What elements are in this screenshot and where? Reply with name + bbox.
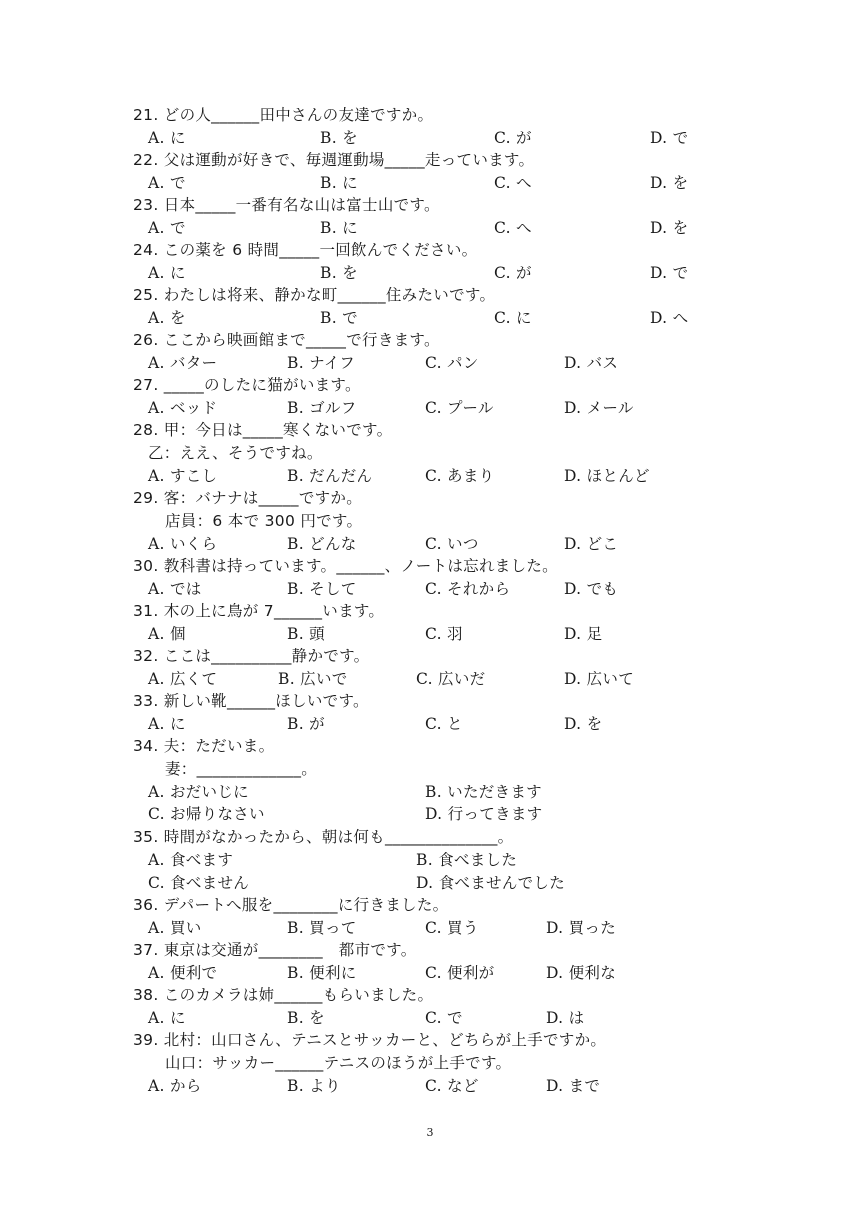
question-38-option-a: A. に: [148, 1009, 186, 1027]
question-32-option-d: D. 広いて: [564, 670, 635, 688]
question-28-option-a: A. すこし: [148, 467, 218, 485]
question-26-option-d: D. バス: [564, 354, 619, 372]
question-26-option-c: C. パン: [425, 354, 479, 372]
question-32-option-a: A. 広くて: [148, 670, 218, 688]
page-number: 3: [426, 1126, 434, 1139]
question-35-option-c: C. 食べません: [148, 874, 250, 892]
question-38-option-b: B. を: [287, 1009, 325, 1027]
question-28-option-b: B. だんだん: [287, 467, 373, 485]
question-29-option-b: B. どんな: [287, 535, 357, 553]
question-28-dialogue: 乙：ええ、そうですね。: [148, 444, 323, 462]
question-33-stem: 33. 新しい靴______ほしいです。: [133, 692, 369, 710]
question-36-option-a: A. 買い: [148, 919, 202, 937]
question-22-option-c: C. へ: [494, 174, 532, 192]
question-39-dialogue: 山口：サッカー______テニスのほうが上手です。: [165, 1054, 512, 1072]
question-27-option-a: A. ベッド: [148, 399, 218, 417]
question-31-option-a: A. 個: [148, 625, 186, 643]
question-39-option-a: A. から: [148, 1077, 202, 1095]
question-21-option-b: B. を: [320, 129, 358, 147]
question-28-option-d: D. ほとんど: [564, 467, 650, 485]
question-34-option-b: B. いただきます: [425, 783, 542, 801]
question-36-stem: 36. デパートへ服を________に行きました。: [133, 896, 449, 914]
question-36-option-c: C. 買う: [425, 919, 479, 937]
question-25-option-c: C. に: [494, 309, 532, 327]
question-25-option-a: A. を: [148, 309, 186, 327]
question-34-option-a: A. おだいじに: [148, 783, 249, 801]
question-29-dialogue: 店員：6 本で 300 円です。: [165, 512, 363, 530]
question-30-option-d: D. でも: [564, 580, 619, 598]
question-37-option-a: A. 便利で: [148, 964, 218, 982]
question-37-option-b: B. 便利に: [287, 964, 357, 982]
question-31-option-c: C. 羽: [425, 625, 463, 643]
question-24-option-a: A. に: [148, 264, 186, 282]
question-36-option-d: D. 買った: [546, 919, 617, 937]
question-22-option-a: A. で: [148, 174, 186, 192]
question-38-option-d: D. は: [546, 1009, 585, 1027]
question-39-option-b: B. より: [287, 1077, 341, 1095]
question-27-option-d: D. メール: [564, 399, 634, 417]
question-30-option-c: C. それから: [425, 580, 511, 598]
question-23-option-d: D. を: [650, 219, 689, 237]
question-37-stem: 37. 東京は交通が________ 都市です。: [133, 941, 417, 959]
question-21-option-c: C. が: [494, 129, 532, 147]
question-28-option-c: C. あまり: [425, 467, 495, 485]
question-37-option-d: D. 便利な: [546, 964, 617, 982]
question-39-option-d: D. まで: [546, 1077, 601, 1095]
question-26-option-a: A. バター: [148, 354, 218, 372]
question-29-option-a: A. いくら: [148, 535, 218, 553]
question-27-option-c: C. プール: [425, 399, 494, 417]
question-38-stem: 38. このカメラは姉______もらいました。: [133, 986, 434, 1004]
question-31-option-d: D. 足: [564, 625, 603, 643]
question-25-stem: 25. わたしは将来、静かな町______住みたいです。: [133, 286, 496, 304]
question-23-option-b: B. に: [320, 219, 358, 237]
question-34-option-c: C. お帰りなさい: [148, 805, 265, 823]
question-37-option-c: C. 便利が: [425, 964, 495, 982]
question-21-option-d: D. で: [650, 129, 689, 147]
question-29-option-d: D. どこ: [564, 535, 619, 553]
question-28-stem: 28. 甲：今日は_____寒くないです。: [133, 421, 393, 439]
question-21-stem: 21. どの人______田中さんの友達ですか。: [133, 106, 434, 124]
question-29-option-c: C. いつ: [425, 535, 479, 553]
question-32-option-b: B. 広いで: [278, 670, 348, 688]
question-33-option-d: D. を: [564, 715, 603, 733]
question-26-option-b: B. ナイフ: [287, 354, 355, 372]
question-33-option-a: A. に: [148, 715, 186, 733]
question-35-stem: 35. 時間がなかったから、朝は何も______________。: [133, 828, 514, 846]
question-23-option-c: C. へ: [494, 219, 532, 237]
question-32-stem: 32. ここは__________静かです。: [133, 647, 370, 665]
question-36-option-b: B. 買って: [287, 919, 357, 937]
question-27-stem: 27. _____のしたに猫がいます。: [133, 376, 361, 394]
question-35-option-b: B. 食べました: [416, 851, 518, 869]
question-22-stem: 22. 父は運動が好きで、毎週運動場_____走っています。: [133, 151, 535, 169]
question-23-stem: 23. 日本_____一番有名な山は富士山です。: [133, 196, 440, 214]
question-26-stem: 26. ここから映画館まで_____で行きます。: [133, 331, 440, 349]
question-39-option-c: C. など: [425, 1077, 479, 1095]
question-33-option-b: B. が: [287, 715, 325, 733]
question-34-dialogue: 妻：_____________。: [165, 760, 318, 778]
question-33-option-c: C. と: [425, 715, 463, 733]
question-30-stem: 30. 教科書は持っています。______、ノートは忘れました。: [133, 557, 558, 575]
question-24-stem: 24. この薬を 6 時間_____一回飲んでください。: [133, 241, 478, 259]
question-31-stem: 31. 木の上に鳥が 7______います。: [133, 602, 385, 620]
question-38-option-c: C. で: [425, 1009, 463, 1027]
question-39-stem: 39. 北村：山口さん、テニスとサッカーと、どちらが上手ですか。: [133, 1031, 607, 1049]
question-23-option-a: A. で: [148, 219, 186, 237]
question-22-option-b: B. に: [320, 174, 358, 192]
question-24-option-d: D. で: [650, 264, 689, 282]
question-25-option-d: D. へ: [650, 309, 689, 327]
question-22-option-d: D. を: [650, 174, 689, 192]
question-21-option-a: A. に: [148, 129, 186, 147]
question-30-option-a: A. では: [148, 580, 202, 598]
question-29-stem: 29. 客：バナナは_____ですか。: [133, 489, 363, 507]
question-32-option-c: C. 広いだ: [416, 670, 486, 688]
question-31-option-b: B. 頭: [287, 625, 325, 643]
question-35-option-a: A. 食べます: [148, 851, 234, 869]
question-27-option-b: B. ゴルフ: [287, 399, 357, 417]
question-34-option-d: D. 行ってきます: [425, 805, 543, 823]
question-30-option-b: B. そして: [287, 580, 357, 598]
question-35-option-d: D. 食べませんでした: [416, 874, 566, 892]
question-25-option-b: B. で: [320, 309, 358, 327]
question-24-option-c: C. が: [494, 264, 532, 282]
question-34-stem: 34. 夫：ただいま。: [133, 737, 275, 755]
question-24-option-b: B. を: [320, 264, 358, 282]
